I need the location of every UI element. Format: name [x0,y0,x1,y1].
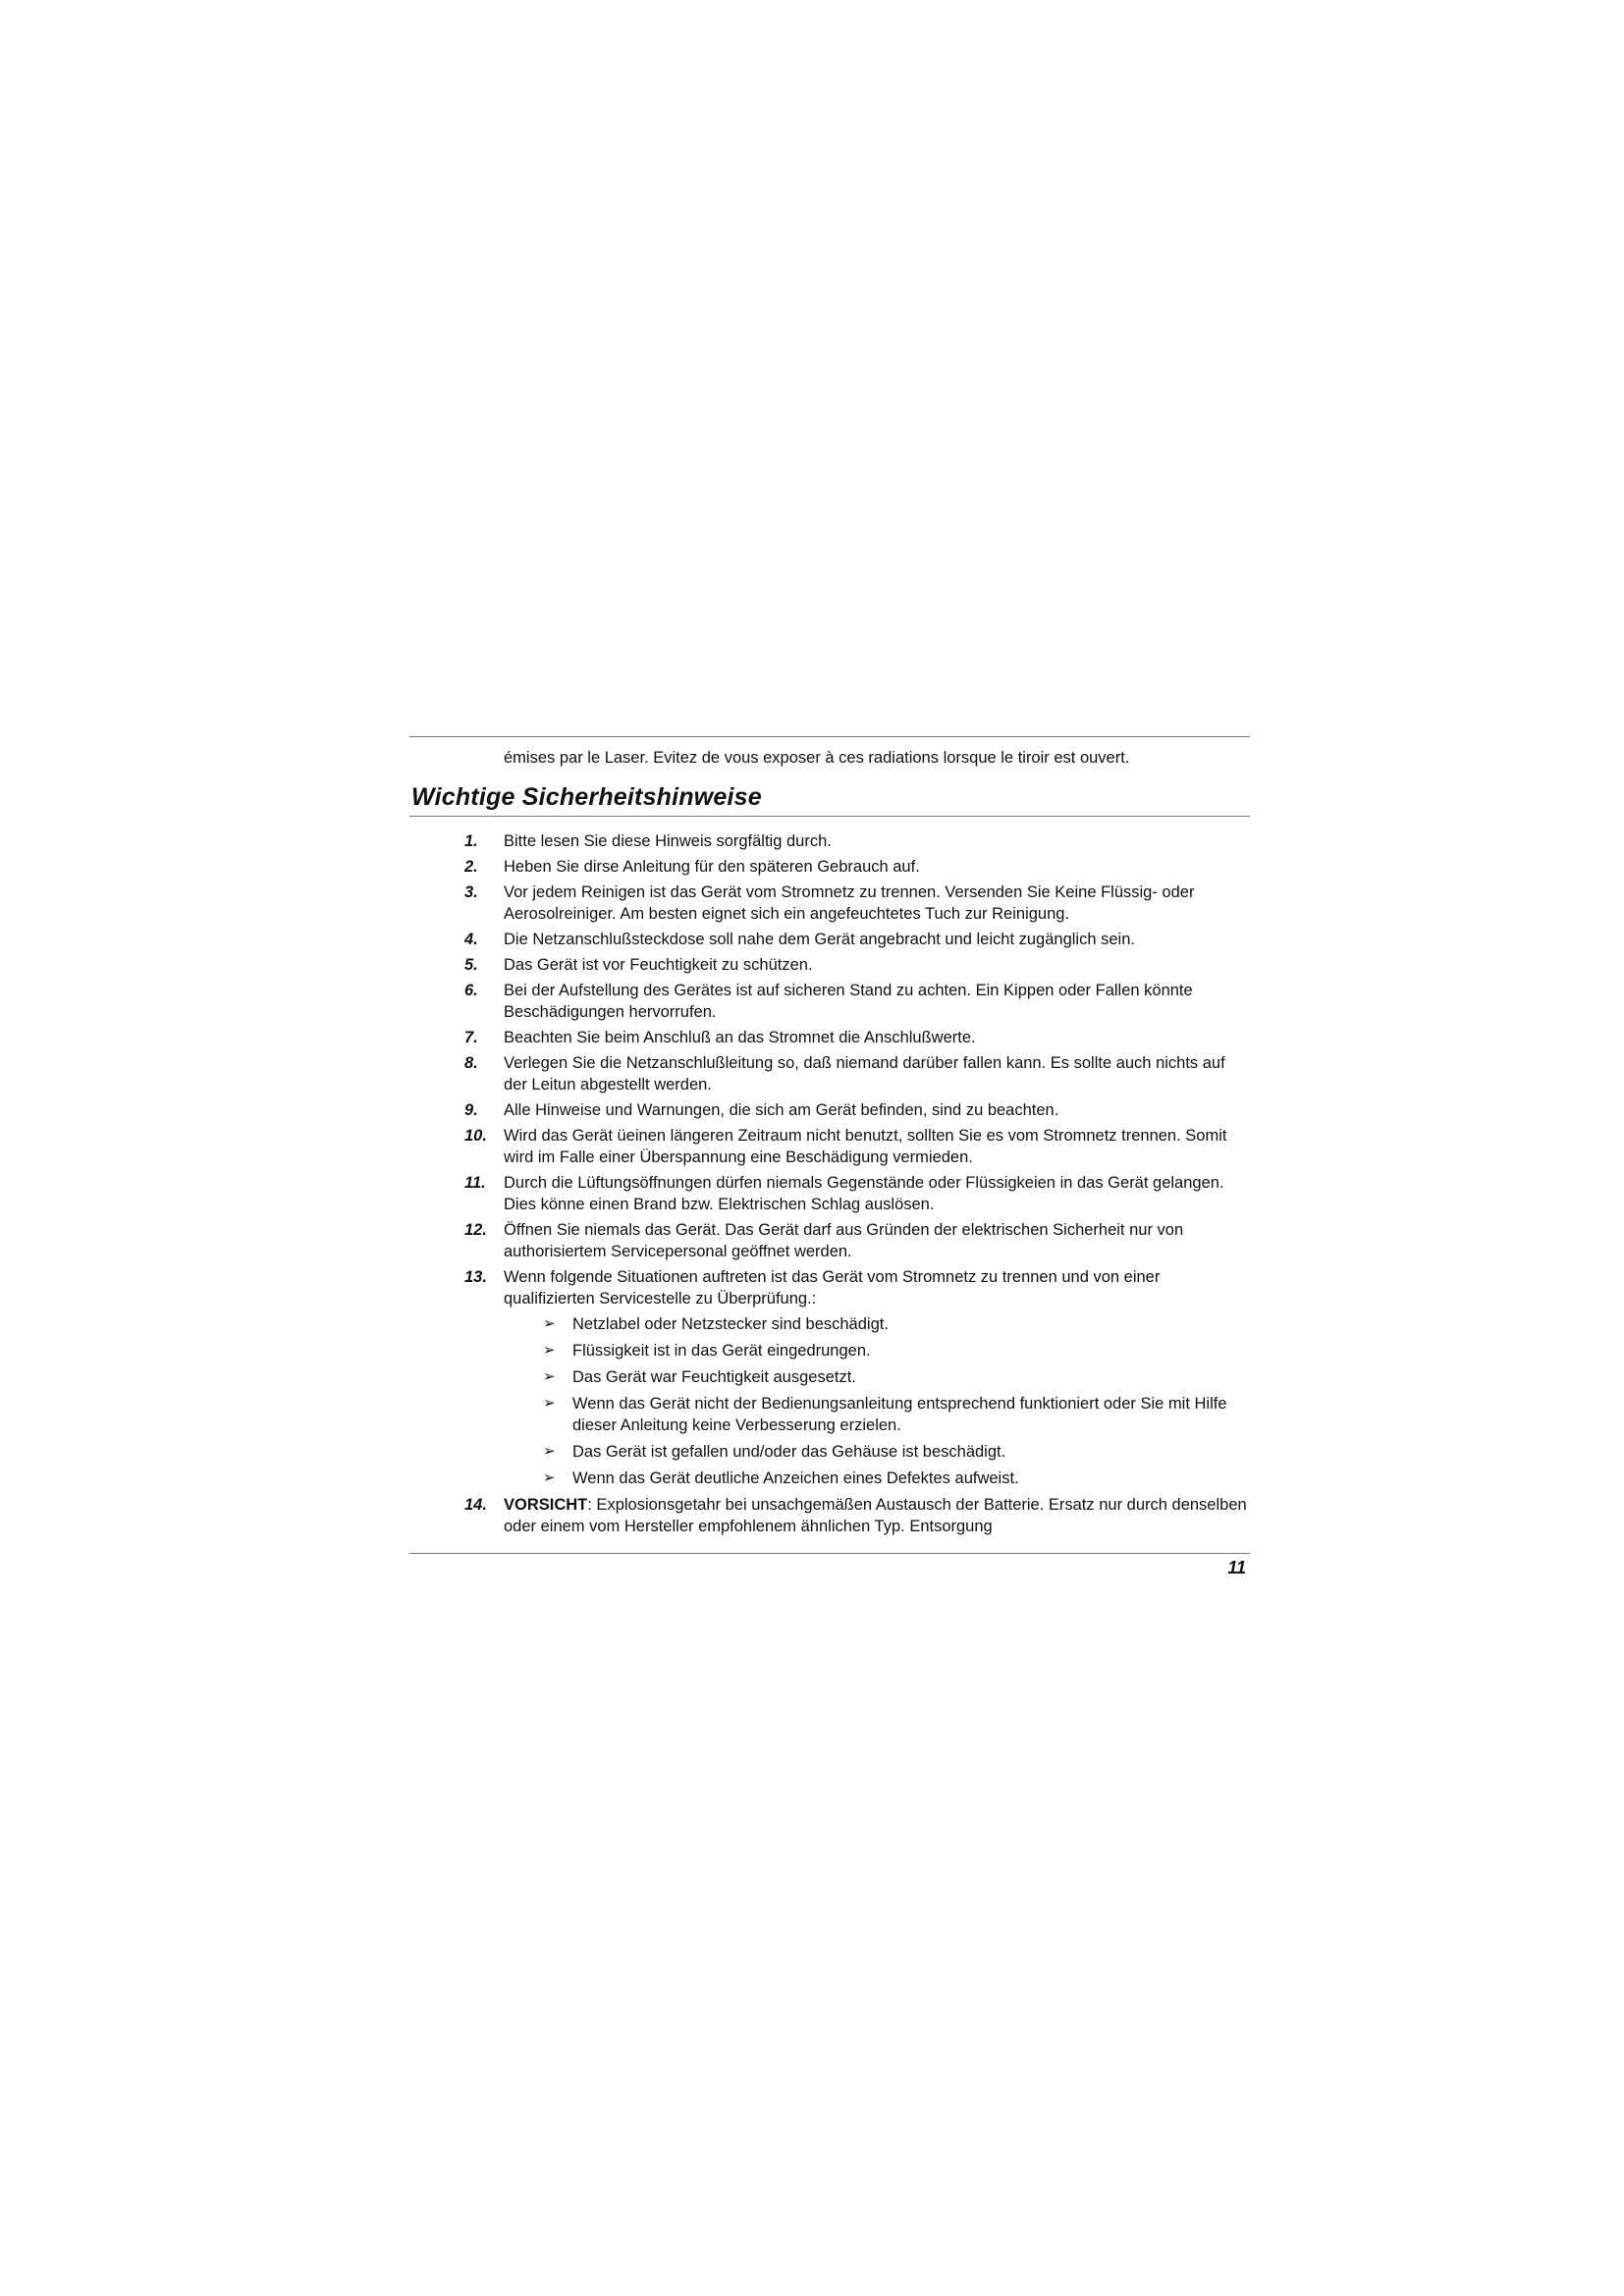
item-text: Das Gerät ist vor Feuchtigkeit zu schützen. [504,956,813,974]
list-item [409,954,1250,976]
list-item [409,1494,1250,1537]
arrow-bullet-icon: ➢ [543,1469,556,1486]
item-number: 1. [464,832,478,850]
item-number: 9. [464,1101,478,1119]
sublist-item-text: Das Gerät war Feuchtigkeit ausgesetzt. [572,1368,856,1386]
sublist-item [504,1366,1250,1388]
bottom-rule [409,1553,1250,1554]
warning-text: : Explosionsgetahr bei unsachgemäßen Austausch der Batterie. Ersatz nur durch denselben oder einem vom Hersteller empfohlenem ähnlichen Typ. Entsorgung [504,1496,1247,1535]
item-text: Vor jedem Reinigen ist das Gerät vom Stromnetz zu trennen. Versenden Sie Keine Flüssig- oder Aerosolreiniger. Am besten eignet sich ein angefeuchtetes Tuch zur Reinigung. [504,883,1195,923]
item-text: Öffnen Sie niemals das Gerät. Das Gerät darf aus Gründen der elektrischen Sicherheit nur von authorisiertem Servicepersonal geöffnet werden. [504,1221,1184,1260]
item-number: 13. [464,1268,487,1286]
item-number: 2. [464,858,478,876]
item-text: Verlegen Sie die Netzanschlußleitung so, daß niemand darüber fallen kann. Es sollte auch nichts auf der Leitun abgestellt werden. [504,1054,1225,1094]
arrow-bullet-icon: ➢ [543,1342,556,1359]
item-text: Durch die Lüftungsöffnungen dürfen niemals Gegenstände oder Flüssigkeien in das Gerät gelangen. Dies könne einen Brand bzw. Elektrischen Schlag auslösen. [504,1174,1224,1213]
item-text: Bitte lesen Sie diese Hinweis sorgfältig durch. [504,832,832,850]
safety-list [409,830,1250,1537]
sublist-item-text: Das Gerät ist gefallen und/oder das Gehäuse ist beschädigt. [572,1443,1006,1461]
list-item [409,830,1250,852]
item-number: 6. [464,982,478,999]
list-item [409,856,1250,878]
item-text: Die Netzanschlußsteckdose soll nahe dem Gerät angebracht und leicht zugänglich sein. [504,931,1135,948]
sublist-item [504,1313,1250,1335]
list-item [409,929,1250,950]
item-number: 14. [464,1496,487,1514]
warning-label: VORSICHT [504,1496,588,1514]
item-number: 3. [464,883,478,901]
title-rule [409,816,1250,817]
intro-text: émises par le Laser. Evitez de vous exposer à ces radiations lorsque le tiroir est ouvert. [504,749,1130,767]
list-item [409,1099,1250,1121]
item-number: 8. [464,1054,478,1072]
item-text [504,1494,1250,1537]
top-rule [409,736,1250,737]
item-number: 10. [464,1127,487,1145]
item-number: 4. [464,931,478,948]
sublist-item [504,1393,1250,1436]
list-item [409,1219,1250,1262]
list-item [409,1052,1250,1095]
list-item [409,881,1250,925]
item-text: Heben Sie dirse Anleitung für den späteren Gebrauch auf. [504,858,920,876]
sublist-item-text: Flüssigkeit ist in das Gerät eingedrungen. [572,1342,871,1360]
arrow-bullet-icon: ➢ [543,1395,556,1412]
sublist-item-text: Netzlabel oder Netzstecker sind beschädigt. [572,1315,889,1333]
page-number: 11 [1227,1558,1246,1577]
item-number: 12. [464,1221,487,1239]
arrow-bullet-icon: ➢ [543,1368,556,1385]
item-number: 11. [464,1174,486,1192]
sublist-item [504,1441,1250,1463]
sublist-item [504,1468,1250,1489]
item-number: 5. [464,956,478,974]
list-item [409,1027,1250,1048]
item-number: 7. [464,1029,478,1046]
list-item [409,1125,1250,1168]
item-text: Beachten Sie beim Anschluß an das Stromnet die Anschlußwerte. [504,1029,976,1046]
arrow-bullet-icon: ➢ [543,1315,556,1332]
sublist-item-text: Wenn das Gerät deutliche Anzeichen eines Defektes aufweist. [572,1469,1019,1487]
list-item [409,1266,1250,1489]
arrow-bullet-icon: ➢ [543,1443,556,1460]
sublist-item [504,1340,1250,1362]
item-text: Wenn folgende Situationen auftreten ist das Gerät vom Stromnetz zu trennen und von einer qualifizierten Servicestelle zu Überprüfung.: [504,1268,1161,1308]
sublist-item-text: Wenn das Gerät nicht der Bedienungsanleitung entsprechend funktioniert oder Sie mit Hilfe dieser Anleitung keine Verbesserung erzielen. [572,1395,1227,1434]
item-text: Wird das Gerät üeinen längeren Zeitraum nicht benutzt, sollten Sie es vom Stromnetz trennen. Somit wird im Falle einer Überspannung eine Beschädigung vermieden. [504,1127,1227,1166]
page-content [409,736,1250,1578]
list-item [409,980,1250,1023]
section-title: Wichtige Sicherheitshinweise [411,783,762,811]
situation-sublist [504,1313,1250,1489]
item-text: Alle Hinweise und Warnungen, die sich am Gerät befinden, sind zu beachten. [504,1101,1059,1119]
item-text: Bei der Aufstellung des Gerätes ist auf sicheren Stand zu achten. Ein Kippen oder Fallen könnte Beschädigungen hervorrufen. [504,982,1193,1021]
list-item [409,1172,1250,1215]
